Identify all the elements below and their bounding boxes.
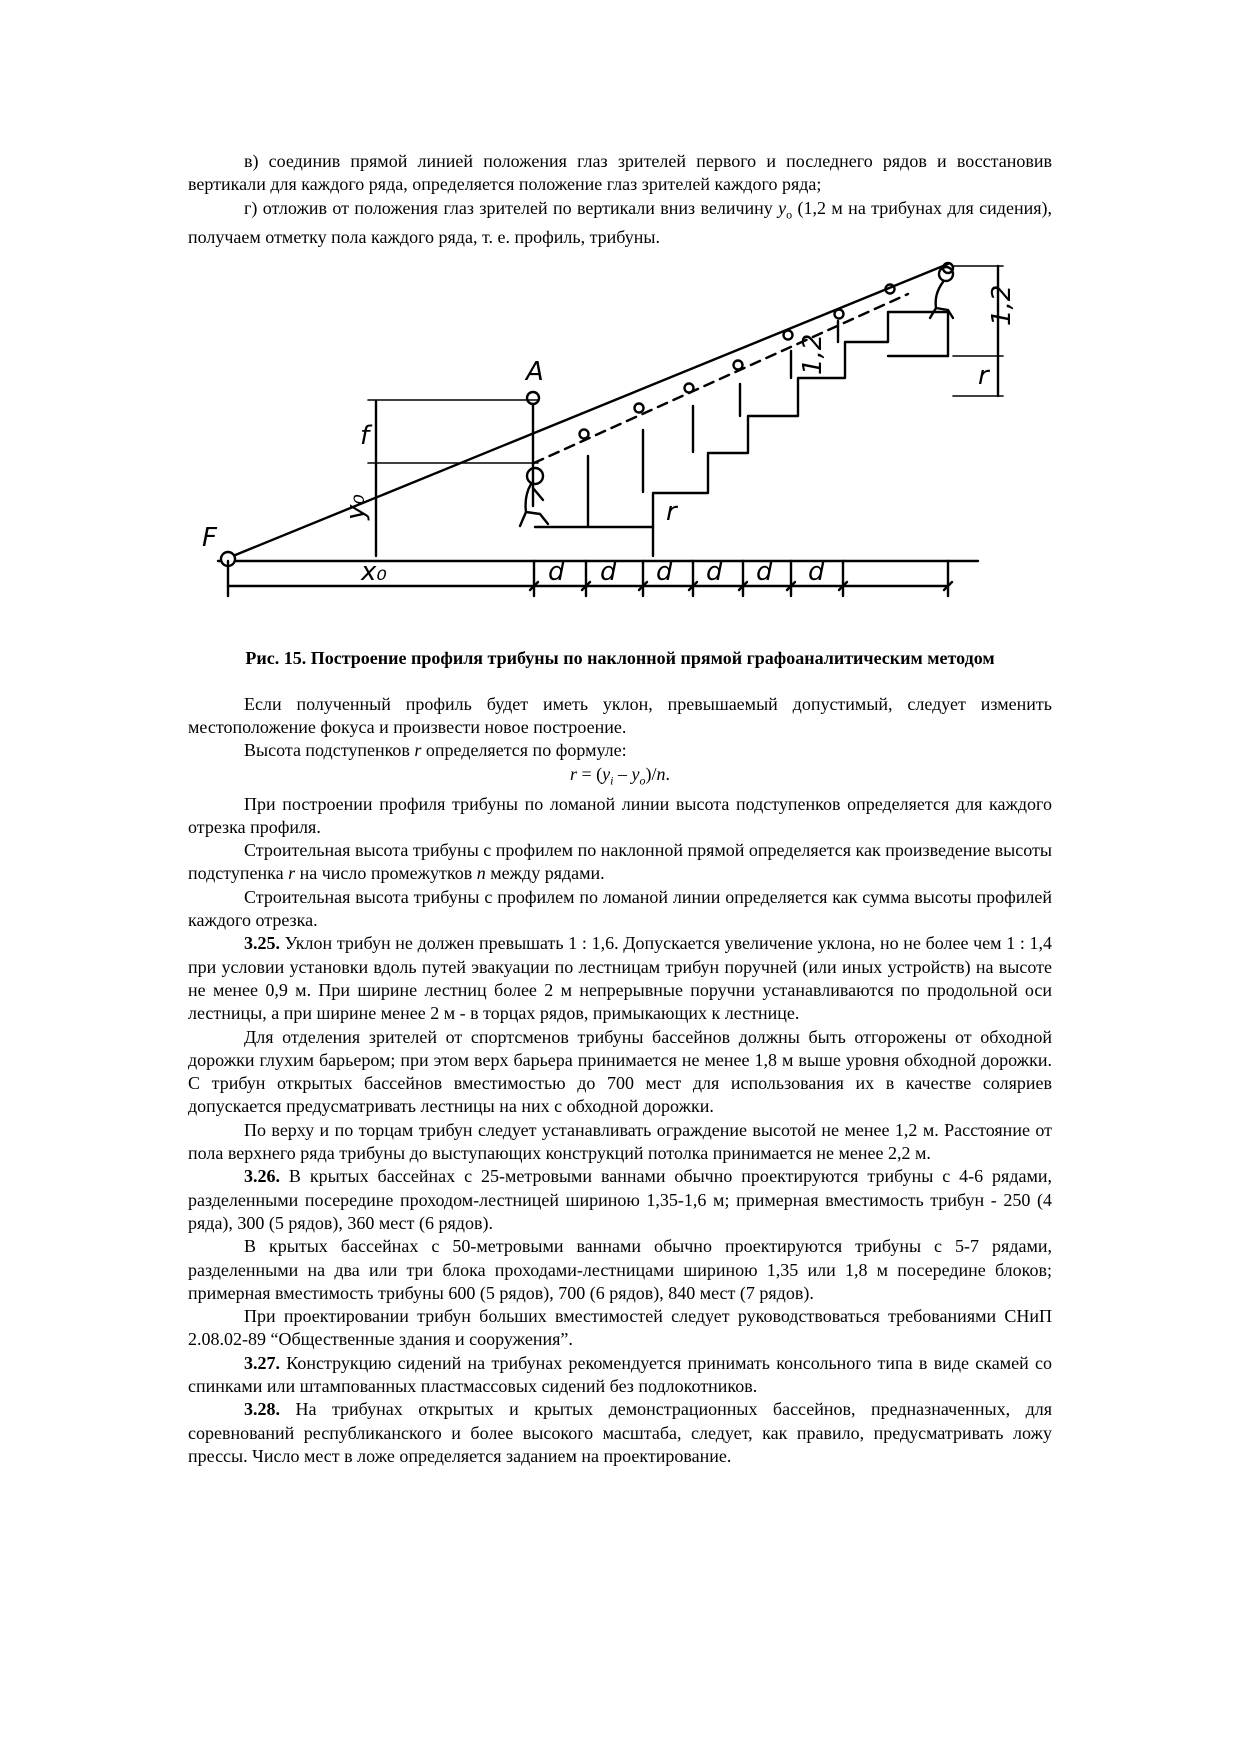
paragraph-v: в) соединив прямой линией положения глаз зрителей первого и последнего рядов и восстановив вертикали для каждого ряда, определяется положение глаз зрителей каждого ряда; [188, 151, 1052, 195]
paragraph-10: По верху и по торцам трибун следует устанавливать ограждение высотой не менее 1,2 м. Расстояние от пола верхнего ряда трибуны до выступающих конструкций потолка принимается не менее 2,2 м. [188, 1119, 1052, 1164]
label-F: F [202, 522, 217, 553]
paragraph-6: Строительная высота трибуны с профилем по наклонной прямой определяется как произведение высоты подступенка r на число промежутков n между рядами. [188, 840, 1052, 884]
label-1-2-right: 1,2 [987, 284, 1017, 326]
label-1-2-middle: 1,2 [798, 333, 828, 375]
paragraph-5: При построении профиля трибуны по ломаной линии высота подступенков определяется для каждого отрезка профиля. [188, 793, 1052, 837]
label-y0: y₀ [341, 493, 371, 520]
label-d-5: d [756, 556, 773, 587]
label-f: f [360, 420, 370, 451]
label-d-3: d [656, 556, 673, 587]
formula-r: $r = (y_i - y_o)/n$. [569, 763, 670, 788]
label-r-right: r [978, 360, 989, 391]
paragraph-4: Высота подступенков r определяется по формуле: [244, 740, 627, 761]
document-page [188, 150, 1052, 1468]
figure-caption: Рис. 15. Построение профиля трибуны по наклонной прямой графоаналитическим методом [245, 647, 995, 668]
seated-viewer-top [930, 267, 953, 318]
label-r-bottom: r [666, 496, 677, 527]
paragraph-13: При проектировании трибун больших вместимостей следует руководствоваться требованиями СНиП 2.08.02-89 “Общественные здания и сооружения”. [188, 1306, 1052, 1350]
paragraph-3-25: 3.25. Уклон трибун не должен превышать 1 : 1,6. Допускается увеличение уклона, но не более чем 1 : 1,4 при условии установки вдоль путей эвакуации по лестницам трибун поручней (или иных устройств) на высоте не менее 0,9 м. При ширине лестниц более 2 м непрерывные поручни устанавливаются по продольной оси лестницы, а при ширине менее 2 м - в торцах рядов, примыкающих к лестнице. [188, 933, 1052, 1024]
paragraph-9: Для отделения зрителей от спортсменов трибуны бассейнов должны быть отгорожены от обходной дорожки глухим барьером; при этом верх барьера принимается не менее 1,8 м выше уровня обходной дорожки. С трибун открытых бассейнов вместимостью до 700 мест для использования их в качестве соляриев допускается предусматривать лестницы на них с обходной дорожки. [188, 1026, 1052, 1117]
label-d-1: d [548, 556, 565, 587]
paragraph-3-26: 3.26. В крытых бассейнах с 25-метровыми ваннами обычно проектируются трибуны с 4-6 рядами, разделенными посередине проходом-лестницей шириною 1,35-1,6 м; примерная вместимость трибун - 250 (4 ряда), 300 (5 рядов), 360 мест (6 рядов). [188, 1166, 1052, 1233]
paragraph-3-27: 3.27. Конструкцию сидений на трибунах рекомендуется принимать консольного типа в виде скамей со спинками или штампованных пластмассовых сидений без подлокотников. [188, 1352, 1052, 1396]
label-d-6: d [808, 556, 825, 587]
label-d-2: d [600, 556, 617, 587]
point-a-circle [527, 392, 539, 404]
paragraph-12: В крытых бассейнах с 50-метровыми ваннами обычно проектируются трибуны с 5-7 рядами, разделенными на два или три блока проходами-лестницами шириною 1,35 или 1,8 м посередине блоков; примерная вместимость трибуны 600 (5 рядов), 700 (6 рядов), 840 мест (7 рядов). [188, 1236, 1052, 1303]
paragraph-g: г) отложив от положения глаз зрителей по вертикали вниз величину $y_o$ (1,2 м на трибунах для сидения), получаем отметку пола каждого ряда, т. е. профиль, трибуны. [188, 197, 1052, 248]
label-x0: x₀ [361, 556, 387, 587]
label-A: A [526, 356, 544, 387]
figure-15 [188, 256, 1052, 641]
label-d-4: d [706, 556, 723, 587]
paragraph-3-28: 3.28. На трибунах открытых и крытых демонстрационных бассейнов, предназначенных, для соревнований республиканского и более высокого масштаба, следует, как правило, предусматривать ложу прессы. Число мест в ложе определяется заданием на проектирование. [188, 1399, 1052, 1466]
eye-line [534, 294, 908, 463]
stair-profile [535, 312, 948, 527]
paragraph-3: Если полученный профиль будет иметь уклон, превышаемый допустимый, следует изменить местоположение фокуса и произвести новое построение. [188, 693, 1052, 738]
tribune-profile-diagram [188, 256, 1052, 641]
paragraph-7: Строительная высота трибуны с профилем по ломаной линии определяется как сумма высоты профилей каждого отрезка. [188, 886, 1052, 931]
